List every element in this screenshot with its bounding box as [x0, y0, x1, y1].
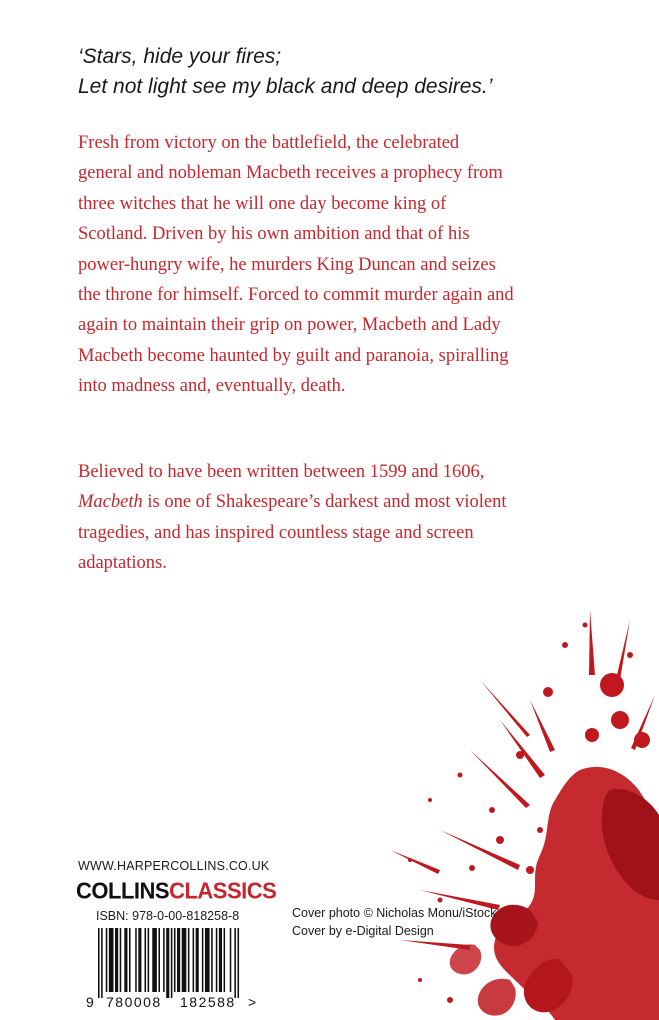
- isbn-barcode: [84, 928, 260, 1010]
- barcode-bar: [193, 928, 195, 992]
- blood-splatter-illustration: [380, 600, 659, 1020]
- design-credit: Cover by e-Digital Design: [292, 924, 434, 938]
- barcode-bar: [224, 928, 226, 992]
- quote-line-1: ‘Stars, hide your fires;: [78, 45, 282, 68]
- imprint-logo: [76, 877, 276, 904]
- barcode-bar: [171, 928, 173, 998]
- barcode-bar: [115, 928, 118, 992]
- barcode-bar: [98, 928, 100, 998]
- publisher-website: WWW.HARPERCOLLINS.CO.UK: [78, 859, 270, 873]
- barcode-bar: [216, 928, 218, 992]
- barcode-bar: [211, 928, 213, 992]
- barcode-bar: [152, 928, 157, 992]
- barcode-bar: [177, 928, 180, 992]
- barcode-digit-lead: 9: [86, 994, 94, 1010]
- imprint-collins: COLLINS: [76, 877, 170, 904]
- barcode-bar: [219, 928, 222, 992]
- barcode-bar: [163, 928, 165, 992]
- barcode-bar: [148, 928, 150, 992]
- barcode-bar: [138, 928, 141, 992]
- barcode-bar: [174, 928, 176, 992]
- blurb-p2-before: Believed to have been written between 1599 and 1606,: [78, 462, 485, 482]
- barcode-bar: [230, 928, 232, 992]
- barcode-bar: [124, 928, 127, 992]
- barcode-bar: [238, 928, 240, 998]
- imprint-classics: CLASSICS: [169, 877, 277, 904]
- barcode-bars: [98, 928, 239, 998]
- barcode-bar: [106, 928, 108, 992]
- barcode-digits-left: 780008: [106, 994, 162, 1010]
- epigraph-quote: [78, 42, 598, 102]
- blurb-paragraph-1: Fresh from victory on the battlefield, the celebrated general and nobleman Macbeth receives a prophecy from three witches that he will one day become king of Scotland. Driven by his own ambition and that of his power-hungry wife, he murders King Duncan and seizes the throne for himself. Forced to commit murder again and again to maintain their grip on power, Macbeth and Lady Macbeth become haunted by guilt and paranoia, spiralling into madness and, eventually, death.: [78, 133, 514, 397]
- barcode-bar: [182, 928, 187, 992]
- barcode-bar: [135, 928, 137, 992]
- barcode-bar: [188, 928, 190, 992]
- barcode-bar: [202, 928, 204, 992]
- barcode-digits-right: 182588: [180, 994, 236, 1010]
- barcode-arrow: >: [248, 994, 257, 1010]
- cover-credits: [292, 904, 496, 940]
- photo-credit: Cover photo © Nicholas Monu/iStock: [292, 906, 497, 920]
- quote-line-2: Let not light see my black and deep desires.’: [78, 75, 493, 98]
- book-title-italic: Macbeth: [78, 492, 143, 513]
- barcode-bar: [234, 928, 236, 998]
- barcode-bar: [145, 928, 147, 992]
- isbn-text: ISBN: 978-0-00-818258-8: [96, 909, 240, 923]
- barcode-bar: [129, 928, 131, 992]
- barcode-bar: [196, 928, 199, 992]
- barcode-bar: [158, 928, 160, 992]
- blurb-p2-after: is one of Shakespeare’s darkest and most violent tragedies, and has inspired countless stage and screen adaptations.: [78, 492, 507, 574]
- blurb-paragraph-2: [78, 457, 518, 579]
- barcode-bar: [109, 928, 114, 992]
- barcode-bar: [120, 928, 122, 992]
- barcode-bar: [166, 928, 169, 998]
- barcode-bar: [205, 928, 210, 992]
- barcode-bar: [101, 928, 103, 998]
